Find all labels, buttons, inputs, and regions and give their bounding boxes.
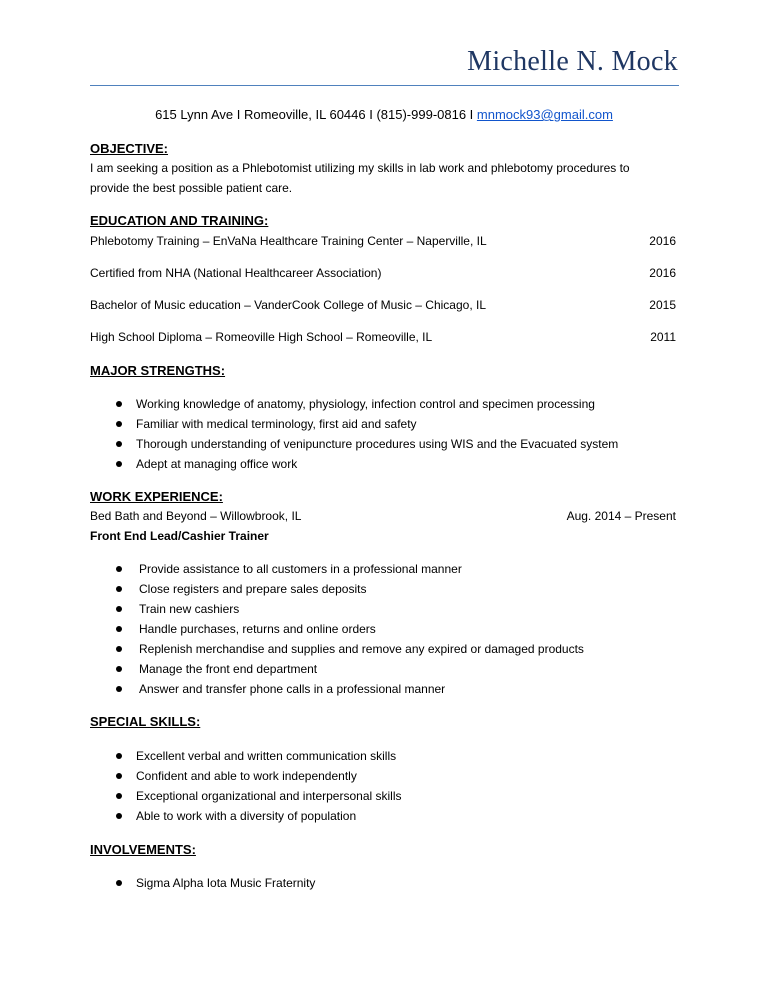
bullet-icon <box>116 441 122 447</box>
list-item-text: Replenish merchandise and supplies and remove any expired or damaged products <box>139 642 584 656</box>
list-item <box>116 873 676 893</box>
bullet-icon <box>116 666 122 672</box>
list-item <box>116 454 676 474</box>
bullet-icon <box>116 773 122 779</box>
list-item-text: Adept at managing office work <box>136 457 298 471</box>
list-item <box>116 806 676 826</box>
list-item <box>116 679 676 699</box>
skills-heading: SPECIAL SKILLS: <box>90 714 201 729</box>
involvements-list <box>116 873 676 893</box>
list-item-text: Confident and able to work independently <box>136 769 357 783</box>
education-item: Bachelor of Music education – VanderCook College of Music – Chicago, IL <box>90 298 486 312</box>
list-item <box>116 786 676 806</box>
list-item-text: Train new cashiers <box>139 602 240 616</box>
list-item-text: Familiar with medical terminology, first aid and safety <box>136 417 417 431</box>
bullet-icon <box>116 461 122 467</box>
skills-list <box>116 746 676 826</box>
strengths-heading: MAJOR STRENGTHS: <box>90 363 226 378</box>
education-year: 2016 <box>649 266 676 280</box>
list-item-text: Answer and transfer phone calls in a professional manner <box>139 682 446 696</box>
list-item <box>116 434 676 454</box>
list-item <box>116 619 676 639</box>
list-item-text: Provide assistance to all customers in a professional manner <box>139 562 462 576</box>
list-item-text: Able to work with a diversity of population <box>136 809 357 823</box>
bullet-icon <box>116 646 122 652</box>
list-item-text: Exceptional organizational and interpersonal skills <box>136 789 402 803</box>
education-item: High School Diploma – Romeoville High School – Romeoville, IL <box>90 330 433 344</box>
list-item-text: Excellent verbal and written communication skills <box>136 749 397 763</box>
education-year: 2015 <box>649 298 676 312</box>
list-item <box>116 766 676 786</box>
header-divider <box>90 85 679 86</box>
list-item <box>116 394 676 414</box>
work-title: Front End Lead/Cashier Trainer <box>90 529 269 543</box>
resume-name: Michelle N. Mock <box>467 46 678 77</box>
bullet-icon <box>116 813 122 819</box>
list-item <box>116 559 676 579</box>
bullet-icon <box>116 421 122 427</box>
list-item <box>116 414 676 434</box>
contact-details: 615 Lynn Ave I Romeoville, IL 60446 I (815)-999-0816 I <box>155 107 477 122</box>
bullet-icon <box>116 586 122 592</box>
email-link[interactable]: mnmock93@gmail.com <box>476 107 613 122</box>
work-employer: Bed Bath and Beyond – Willowbrook, IL <box>90 509 302 523</box>
education-item: Phlebotomy Training – EnVaNa Healthcare Training Center – Naperville, IL <box>90 234 487 248</box>
work-dates: Aug. 2014 – Present <box>566 509 676 523</box>
list-item <box>116 599 676 619</box>
education-item: Certified from NHA (National Healthcareer Association) <box>90 266 382 280</box>
bullet-icon <box>116 686 122 692</box>
strengths-list <box>116 394 676 474</box>
contact-line <box>0 107 768 122</box>
list-item-text: Manage the front end department <box>139 662 318 676</box>
list-item-text: Sigma Alpha Iota Music Fraternity <box>136 876 316 890</box>
involvements-heading: INVOLVEMENTS: <box>90 842 196 857</box>
bullet-icon <box>116 401 122 407</box>
work-duties-list <box>116 559 676 699</box>
bullet-icon <box>116 606 122 612</box>
education-year: 2016 <box>649 234 676 248</box>
bullet-icon <box>116 793 122 799</box>
education-year: 2011 <box>650 330 676 344</box>
education-heading: EDUCATION AND TRAINING: <box>90 213 269 228</box>
list-item <box>116 659 676 679</box>
list-item-text: Thorough understanding of venipuncture procedures using WIS and the Evacuated system <box>136 437 619 451</box>
bullet-icon <box>116 566 122 572</box>
bullet-icon <box>116 880 122 886</box>
list-item <box>116 639 676 659</box>
objective-text-line2: provide the best possible patient care. <box>90 181 293 195</box>
work-heading: WORK EXPERIENCE: <box>90 489 223 504</box>
list-item-text: Close registers and prepare sales deposits <box>139 582 367 596</box>
list-item <box>116 579 676 599</box>
objective-heading: OBJECTIVE: <box>90 141 169 156</box>
list-item-text: Working knowledge of anatomy, physiology, infection control and specimen processing <box>136 397 595 411</box>
list-item <box>116 746 676 766</box>
bullet-icon <box>116 753 122 759</box>
list-item-text: Handle purchases, returns and online orders <box>139 622 376 636</box>
bullet-icon <box>116 626 122 632</box>
objective-text-line1: I am seeking a position as a Phlebotomist utilizing my skills in lab work and phlebotomy procedures to <box>90 161 630 175</box>
